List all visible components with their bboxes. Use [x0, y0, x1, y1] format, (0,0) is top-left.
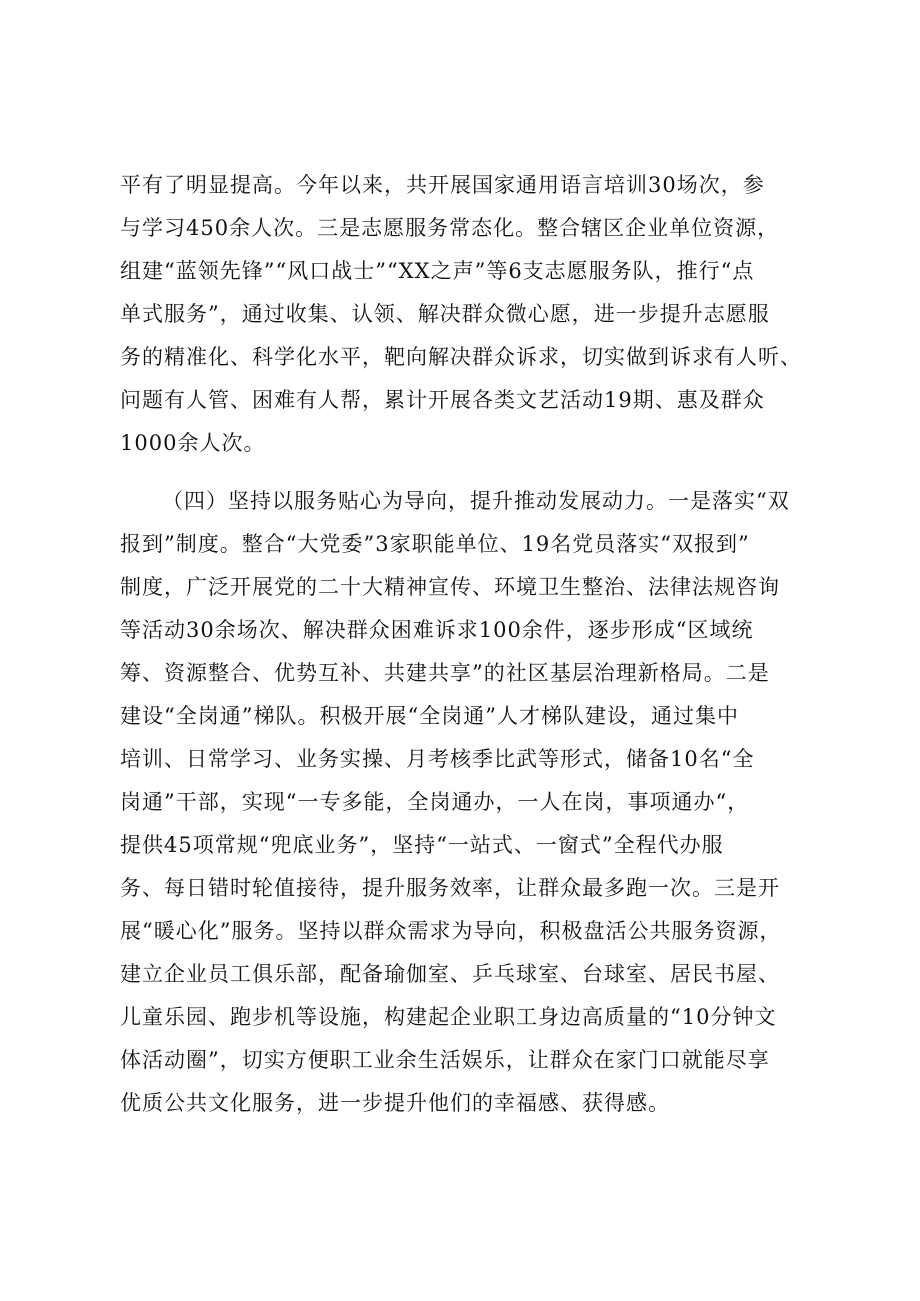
paragraph-line: 组建“蓝领先锋”“风口战士”“XX之声”等6支志愿服务队，推行“点	[120, 259, 755, 283]
paragraph-four	[120, 480, 820, 1125]
paragraph-line: 儿童乐园、跑步机等设施，构建起企业职工身边高质量的“10分钟文	[120, 1005, 777, 1029]
paragraph-line: 平有了明显提高。今年以来，共开展国家通用语言培训30场次，参	[120, 173, 765, 197]
paragraph-line: 与学习450余人次。三是志愿服务常态化。整合辖区企业单位资源，	[120, 216, 780, 240]
paragraph-line: 建立企业员工俱乐部，配备瑜伽室、乒乓球室、台球室、居民书屋、	[120, 962, 780, 986]
paragraph-continued	[120, 164, 820, 465]
paragraph-line: 优质公共文化服务，进一步提升他们的幸福感、获得感。	[120, 1091, 670, 1115]
paragraph-line: （四）坚持以服务贴心为导向，提升推动发展动力。一是落实“双	[162, 489, 790, 513]
paragraph-line: 筹、资源整合、优势互补、共建共享”的社区基层治理新格局。二是	[120, 661, 770, 685]
paragraph-line: 岗通”干部，实现“一专多能，全岗通办，一人在岗，事项通办“，	[120, 790, 750, 814]
paragraph-line: 单式服务”，通过收集、认领、解决群众微心愿，进一步提升志愿服	[120, 302, 770, 326]
paragraph-line: 展“暖心化”服务。坚持以群众需求为导向，积极盘活公共服务资源，	[120, 919, 782, 943]
paragraph-line: 提供45项常规“兜底业务”，坚持“一站式、一窗式”全程代办服	[120, 833, 724, 857]
paragraph-line: 制度，广泛开展党的二十大精神宣传、环境卫生整治、法律法规咨询	[120, 575, 780, 599]
paragraph-line: 报到”制度。整合“大党委”3家职能单位、19名党员落实“双报到”	[120, 532, 750, 556]
paragraph-line: 问题有人管、困难有人帮，累计开展各类文艺活动19期、惠及群众	[120, 388, 765, 412]
paragraph-line: 培训、日常学习、业务实操、月考核季比武等形式，储备10名“全	[120, 747, 755, 771]
paragraph-line: 等活动30余场次、解决群众困难诉求100余件，逐步形成“区域统	[120, 618, 754, 642]
paragraph-line: 务的精准化、科学化水平，靶向解决群众诉求，切实做到诉求有人听、	[120, 345, 802, 369]
paragraph-line: 务、每日错时轮值接待，提升服务效率，让群众最多跑一次。三是开	[120, 876, 780, 900]
paragraph-line: 1000余人次。	[120, 431, 266, 455]
paragraph-line: 体活动圈”，切实方便职工业余生活娱乐，让群众在家门口就能尽享	[120, 1048, 770, 1072]
paragraph-line: 建设“全岗通”梯队。积极开展“全岗通”人才梯队建设，通过集中	[120, 704, 739, 728]
